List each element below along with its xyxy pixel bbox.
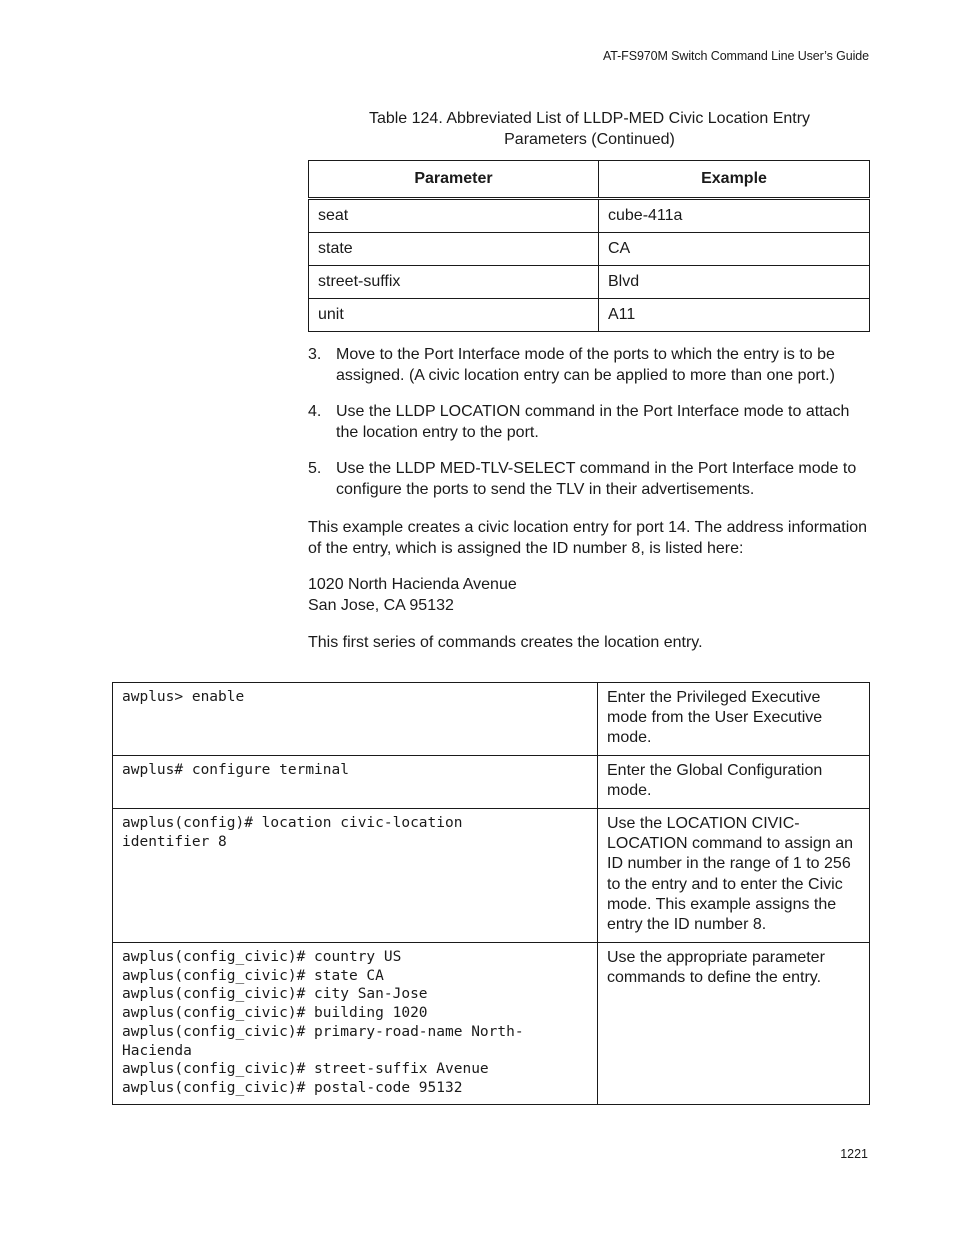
step-number: 3. <box>308 346 322 363</box>
command-cell: awplus(config)# location civic-location identifier 8 <box>113 809 598 943</box>
running-header: AT-FS970M Switch Command Line User’s Guide <box>602 49 869 63</box>
parameter-cell: street-suffix <box>309 266 599 299</box>
table-caption-line-1: Table 124. Abbreviated List of LLDP-MED Civic Location Entry <box>368 110 811 127</box>
command-cell: awplus> enable <box>113 683 598 756</box>
step-item <box>308 458 873 500</box>
table-caption <box>309 108 870 150</box>
column-header-parameter: Parameter <box>309 161 599 199</box>
example-cell: Blvd <box>599 266 870 299</box>
example-cell: cube-411a <box>599 199 870 233</box>
command-example-table <box>112 682 870 1105</box>
step-item <box>308 401 873 443</box>
column-header-example: Example <box>599 161 870 199</box>
example-intro-paragraph: This example creates a civic location entry for port 14. The address information of the entry, which is assigned the ID number 8, is listed here: <box>308 519 868 557</box>
example-cell: CA <box>599 233 870 266</box>
step-text: Move to the Port Interface mode of the ports to which the entry is to be assigned. (A civic location entry can be applied to more than one port.) <box>336 346 835 384</box>
parameter-cell: seat <box>309 199 599 233</box>
commands-intro-paragraph: This first series of commands creates the location entry. <box>308 634 703 651</box>
command-row <box>113 809 870 943</box>
command-row <box>113 683 870 756</box>
step-item <box>308 344 873 386</box>
step-text: Use the LLDP MED-TLV-SELECT command in the Port Interface mode to configure the ports to send the TLV in their advertisements. <box>336 460 857 498</box>
command-row <box>113 756 870 809</box>
command-description-cell: Enter the Global Configuration mode. <box>598 756 870 809</box>
command-row <box>113 943 870 1105</box>
page-number: 1221 <box>840 1147 868 1161</box>
table-caption-line-2: Parameters (Continued) <box>504 131 675 148</box>
table-row <box>309 299 870 332</box>
procedure-steps <box>308 344 873 515</box>
step-number: 5. <box>308 460 322 477</box>
parameter-cell: state <box>309 233 599 266</box>
address-line-1: 1020 North Hacienda Avenue <box>308 576 517 593</box>
command-description-cell: Use the LOCATION CIVIC-LOCATION command to assign an ID number in the range of 1 to 256 to the entry and to enter the Civic mode. This example assigns the entry the ID number 8. <box>598 809 870 943</box>
parameter-cell: unit <box>309 299 599 332</box>
parameters-table <box>308 160 870 332</box>
step-text: Use the LLDP LOCATION command in the Port Interface mode to attach the location entry to the port. <box>336 403 850 441</box>
command-description-cell: Use the appropriate parameter commands to define the entry. <box>598 943 870 1105</box>
table-header-row <box>309 161 870 199</box>
command-cell: awplus(config_civic)# country US awplus(config_civic)# state CA awplus(config_civic)# city San-Jose awplus(config_civic)# building 1020 awplus(config_civic)# primary-road-name North- Hacienda awplus(config_civic)# street-suffix Avenue awplus(config_civic)# postal-code 95132 <box>113 943 598 1105</box>
address-block <box>308 574 878 616</box>
table-row <box>309 266 870 299</box>
command-cell: awplus# configure terminal <box>113 756 598 809</box>
example-cell: A11 <box>599 299 870 332</box>
table-row <box>309 233 870 266</box>
address-line-2: San Jose, CA 95132 <box>308 597 454 614</box>
command-description-cell: Enter the Privileged Executive mode from the User Executive mode. <box>598 683 870 756</box>
step-number: 4. <box>308 403 322 420</box>
table-row <box>309 199 870 233</box>
